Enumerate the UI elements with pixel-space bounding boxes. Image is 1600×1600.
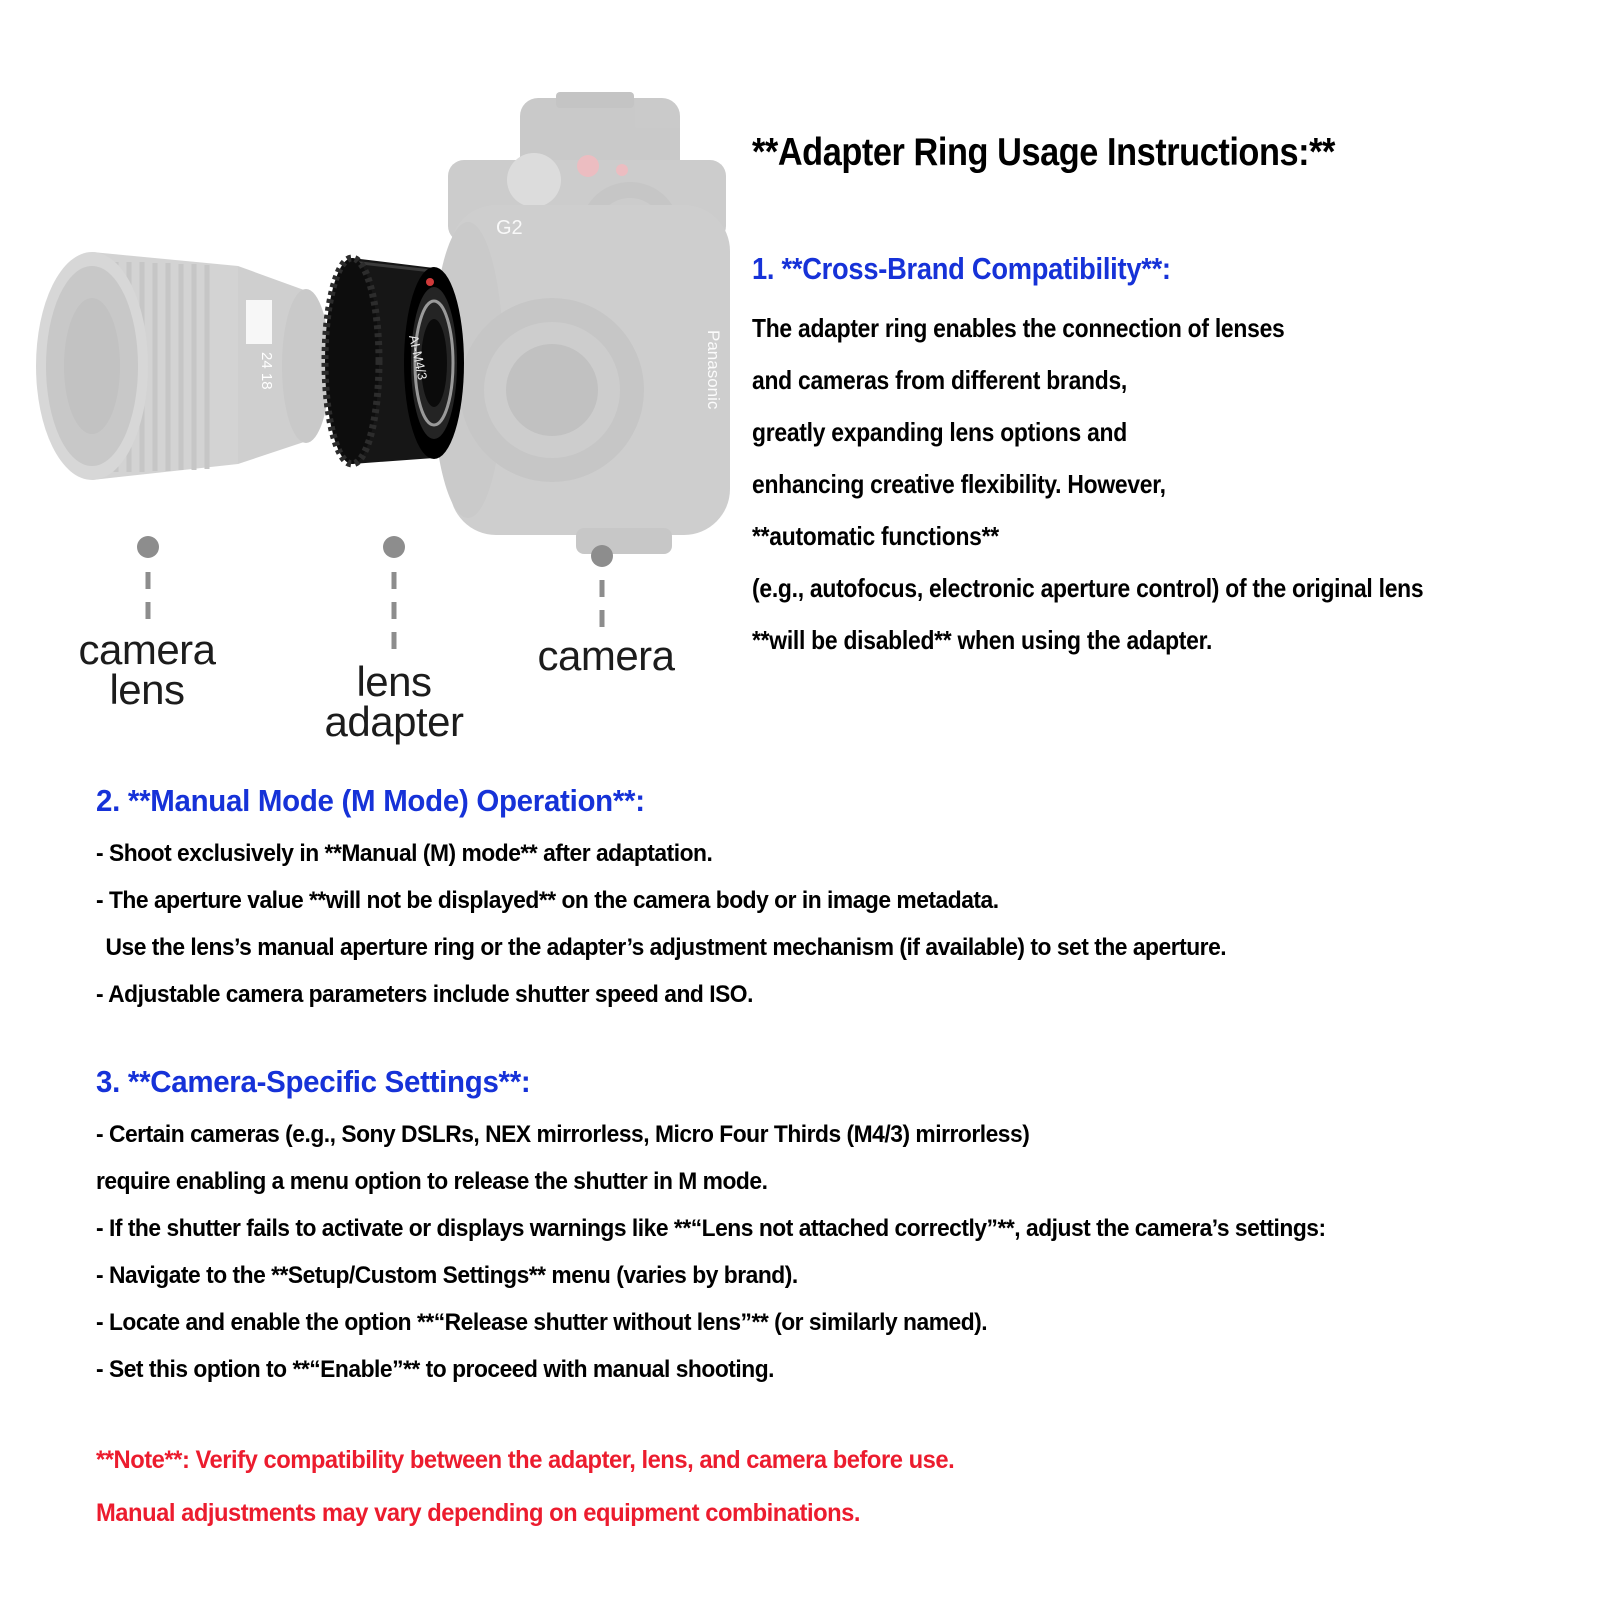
compatibility-note bbox=[96, 1434, 1578, 1540]
page-title: **Adapter Ring Usage Instructions:** bbox=[752, 131, 1335, 174]
body-line: - Certain cameras (e.g., Sony DSLRs, NEX mirrorless, Micro Four Thirds (M4/3) mirrorless) bbox=[96, 1121, 1030, 1148]
label-camera-lens bbox=[52, 626, 242, 713]
section-2-body bbox=[96, 830, 1578, 1018]
leader-dot-lens bbox=[137, 536, 159, 558]
body-line: - Locate and enable the option **“Release shutter without lens”** (or similarly named). bbox=[96, 1309, 988, 1336]
leader-dot-camera bbox=[591, 545, 613, 567]
body-line: enhancing creative flexibility. However, bbox=[752, 469, 1166, 499]
adapter-ring-graphic bbox=[325, 258, 464, 464]
body-line: - Navigate to the **Setup/Custom Settings** menu (varies by brand). bbox=[96, 1262, 798, 1289]
body-line: Use the lens’s manual aperture ring or the adapter’s adjustment mechanism (if available) to set the aperture. bbox=[105, 934, 1227, 961]
label-camera-lens-line1: camera bbox=[78, 626, 216, 673]
note-line: Manual adjustments may vary depending on equipment combinations. bbox=[96, 1499, 861, 1527]
lens-markings-text: 24 18 bbox=[258, 352, 275, 390]
camera-body-graphic bbox=[432, 92, 730, 554]
body-line: - Shoot exclusively in **Manual (M) mode** after adaptation. bbox=[96, 840, 713, 867]
body-line: - The aperture value **will not be displayed** on the camera body or in image metadata. bbox=[96, 887, 999, 914]
body-line: - Adjustable camera parameters include shutter speed and ISO. bbox=[96, 981, 753, 1008]
label-camera bbox=[506, 632, 706, 679]
camera-lens-graphic bbox=[36, 252, 330, 480]
section-3-heading: 3. **Camera-Specific Settings**: bbox=[96, 1064, 531, 1099]
section-1-heading: 1. **Cross-Brand Compatibility**: bbox=[752, 251, 1171, 286]
leader-dot-adapter bbox=[383, 536, 405, 558]
label-lens-adapter-line2: adapter bbox=[324, 698, 464, 745]
section-3-body bbox=[96, 1111, 1578, 1393]
label-camera-line1: camera bbox=[537, 632, 675, 679]
body-line: **automatic functions** bbox=[752, 521, 999, 551]
body-line: **will be disabled** when using the adapter. bbox=[752, 625, 1213, 655]
camera-model-text: G2 bbox=[496, 217, 523, 239]
adapter-label-text: AI-M4/3 bbox=[406, 333, 431, 382]
body-line: (e.g., autofocus, electronic aperture control) of the original lens bbox=[752, 573, 1424, 603]
body-line: greatly expanding lens options and bbox=[752, 417, 1127, 447]
body-line: require enabling a menu option to release the shutter in M mode. bbox=[96, 1168, 768, 1195]
body-line: - Set this option to **“Enable”** to proceed with manual shooting. bbox=[96, 1356, 775, 1383]
body-line: and cameras from different brands, bbox=[752, 365, 1128, 395]
section-1-body bbox=[752, 302, 1544, 666]
label-lens-adapter bbox=[292, 658, 496, 745]
instructions-panel bbox=[752, 130, 1544, 666]
label-camera-lens-line2: lens bbox=[109, 666, 185, 713]
body-line: - If the shutter fails to activate or displays warnings like **“Lens not attached correctly”**, adjust the camera’s settings: bbox=[96, 1215, 1326, 1242]
section-3 bbox=[96, 1063, 1578, 1393]
section-2-heading: 2. **Manual Mode (M Mode) Operation**: bbox=[96, 783, 645, 818]
note-line: **Note**: Verify compatibility between the adapter, lens, and camera before use. bbox=[96, 1446, 955, 1474]
body-line: The adapter ring enables the connection of lenses bbox=[752, 313, 1285, 343]
section-2 bbox=[96, 782, 1578, 1018]
camera-brand-text: Panasonic bbox=[704, 330, 723, 410]
label-lens-adapter-line1: lens bbox=[356, 658, 432, 705]
